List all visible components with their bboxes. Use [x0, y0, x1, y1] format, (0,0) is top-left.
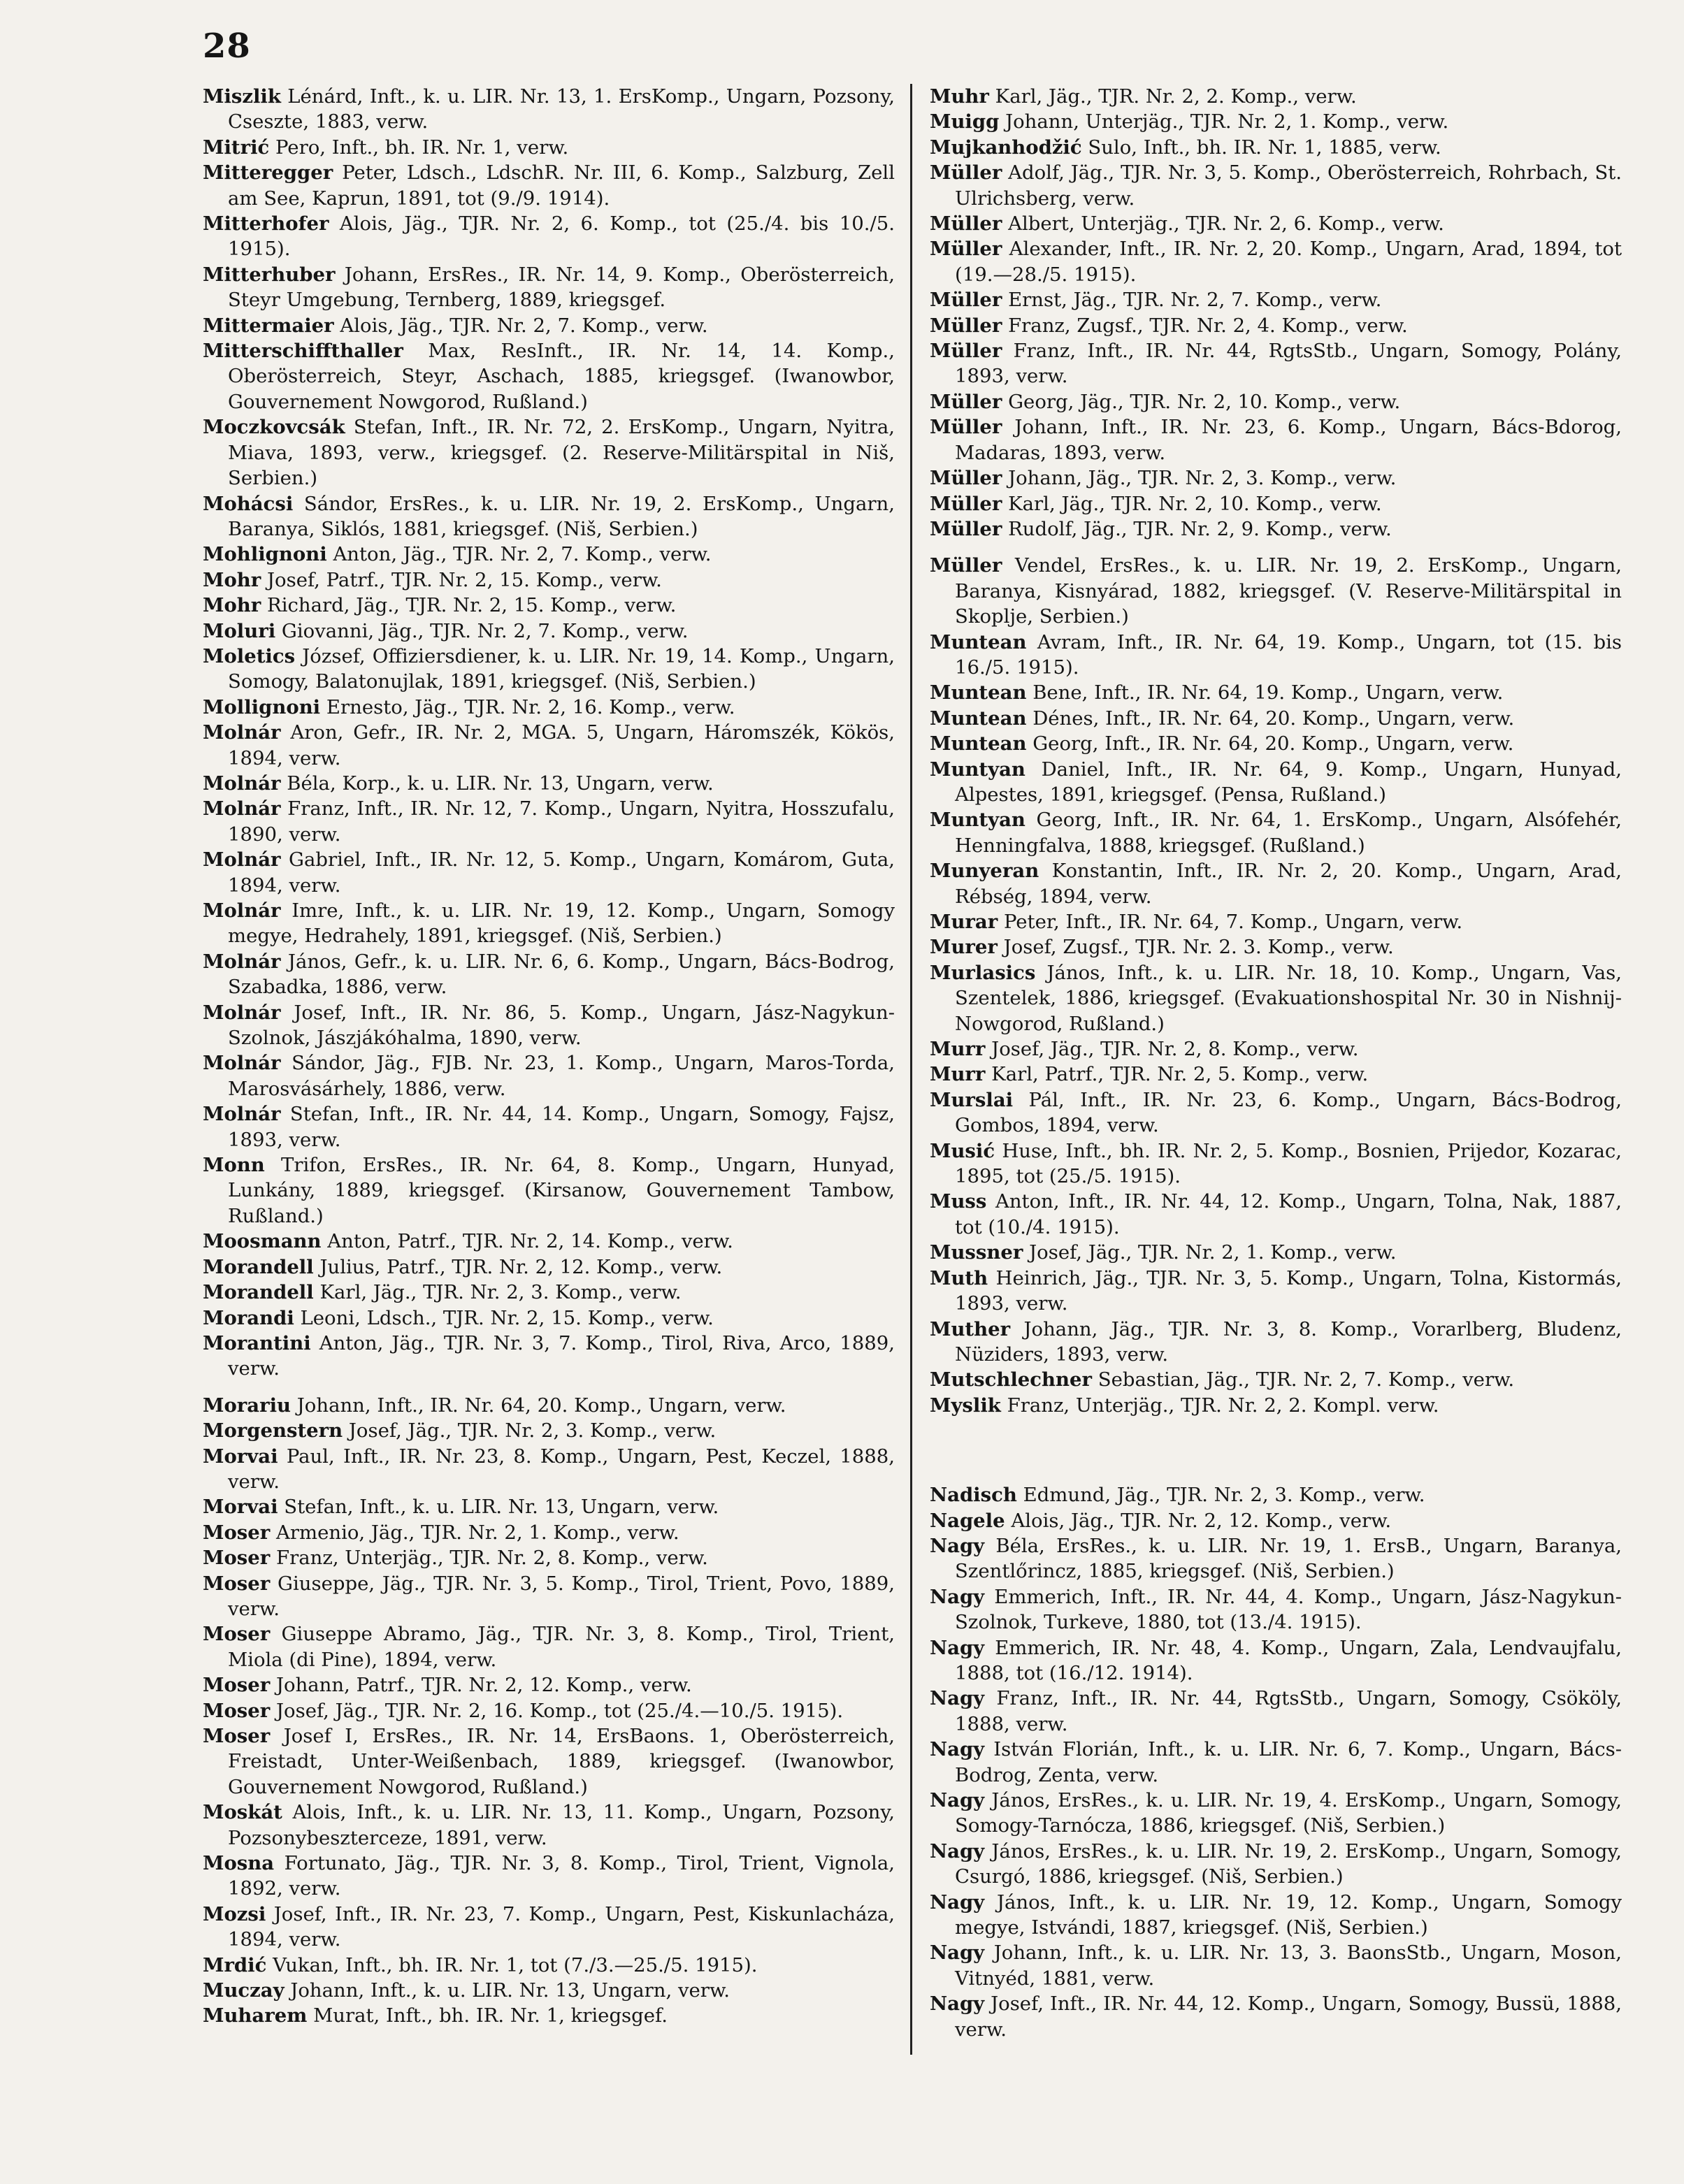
entry-surname: Müller	[930, 161, 1002, 185]
list-entry	[203, 1672, 895, 1698]
entry-surname: Nagy	[930, 1789, 985, 1811]
list-entry	[203, 1698, 895, 1723]
list-entry	[203, 135, 895, 160]
list-entry	[203, 1000, 895, 1051]
entry-surname: Nagy	[930, 1993, 985, 2016]
entry-details: Karl, Jäg., TJR. Nr. 2, 3. Komp., verw.	[319, 1281, 682, 1304]
list-entry	[930, 1635, 1622, 1686]
entry-surname: Müller	[930, 238, 1002, 261]
entry-details: Pero, Inft., bh. IR. Nr. 1, verw.	[275, 136, 569, 159]
list-entry	[203, 1101, 895, 1152]
list-entry	[203, 695, 895, 720]
list-entry	[930, 1533, 1622, 1584]
entry-details: Franz, Unterjäg., TJR. Nr. 2, 2. Kompl. verw.	[1007, 1394, 1439, 1417]
entry-surname: Müller	[930, 492, 1002, 515]
entry-surname: Molnár	[203, 721, 281, 744]
entry-details: Johann, Inft., k. u. LIR. Nr. 13, Ungarn, verw.	[290, 1979, 730, 2002]
list-entry	[203, 949, 895, 1000]
entry-details: Ernesto, Jäg., TJR. Nr. 2, 16. Komp., verw.	[326, 695, 735, 718]
entry-details: Anton, Jäg., TJR. Nr. 3, 7. Komp., Tirol, Riva, Arco, 1889, verw.	[228, 1331, 895, 1380]
entry-details: Alexander, Inft., IR. Nr. 2, 20. Komp., Ungarn, Arad, 1894, tot (19.—28./5. 1915).	[955, 238, 1622, 286]
list-entry	[203, 1494, 895, 1519]
entry-surname: Moczkovcsák	[203, 416, 345, 439]
entry-details: Anton, Patrf., TJR. Nr. 2, 14. Komp., verw.	[327, 1230, 733, 1253]
entry-surname: Molnár	[203, 950, 281, 973]
entry-details: Johann, Inft., IR. Nr. 23, 6. Komp., Ungarn, Bács-Bdorog, Madaras, 1893, verw.	[955, 416, 1622, 464]
list-entry	[203, 542, 895, 567]
entry-details: Johann, ErsRes., IR. Nr. 14, 9. Komp., Oberösterreich, Steyr Umgebung, Ternberg, 1889, kriegsgef.	[228, 263, 895, 312]
entry-surname: Muntean	[930, 707, 1027, 730]
entry-details: János, ErsRes., k. u. LIR. Nr. 19, 2. ErsKomp., Ungarn, Somogy, Csurgó, 1886, kriegsgef. (Niš, Serbien.)	[955, 1839, 1622, 1888]
entry-surname: Muczay	[203, 1979, 285, 2002]
entry-surname: Murslai	[930, 1088, 1014, 1111]
entry-surname: Moosmann	[203, 1230, 322, 1253]
entry-surname: Mohácsi	[203, 492, 294, 515]
list-entry	[203, 1331, 895, 1382]
entry-details: Anton, Jäg., TJR. Nr. 2, 7. Komp., verw.	[333, 543, 712, 566]
entry-details: Avram, Inft., IR. Nr. 64, 19. Komp., Ungarn, tot (15. bis 16./5. 1915).	[955, 630, 1622, 679]
entry-surname: Muntean	[930, 681, 1027, 704]
entry-surname: Mohlignoni	[203, 543, 327, 566]
list-entry	[930, 1686, 1622, 1737]
entry-surname: Morgenstern	[203, 1419, 343, 1442]
list-entry	[930, 160, 1622, 211]
entry-surname: Musić	[930, 1139, 995, 1162]
entry-surname: Moser	[203, 1623, 271, 1646]
entry-details: Lénárd, Inft., k. u. LIR. Nr. 13, 1. ErsKomp., Ungarn, Pozsony, Cseszte, 1883, verw.	[228, 85, 895, 133]
list-entry	[203, 1902, 895, 1953]
entry-surname: Muntean	[930, 732, 1027, 755]
entry-details: Josef, Jäg., TJR. Nr. 2, 3. Komp., verw.	[348, 1419, 717, 1442]
entry-details: Peter, Ldsch., LdschR. Nr. III, 6. Komp., Salzburg, Zell am See, Kaprun, 1891, tot (9./9. 1914).	[228, 161, 895, 210]
entry-details: Karl, Jäg., TJR. Nr. 2, 10. Komp., verw.	[1008, 492, 1382, 515]
entry-surname: Nadisch	[930, 1484, 1017, 1507]
entry-surname: Mujkanhodžić	[930, 136, 1082, 159]
entry-details: Franz, Inft., IR. Nr. 44, RgtsStb., Ungarn, Somogy, Csököly, 1888, verw.	[955, 1687, 1622, 1735]
entry-details: Georg, Inft., IR. Nr. 64, 1. ErsKomp., Ungarn, Alsófehér, Henningfalva, 1888, kriegsgef. (Rußland.)	[955, 809, 1622, 857]
list-entry	[203, 211, 895, 262]
entry-surname: Molnár	[203, 1001, 281, 1024]
entry-surname: Moser	[203, 1572, 271, 1595]
list-entry	[930, 1240, 1622, 1265]
entry-details: Johann, Unterjäg., TJR. Nr. 2, 1. Komp., verw.	[1005, 110, 1449, 133]
entry-details: Vukan, Inft., bh. IR. Nr. 1, tot (7./3.—25./5. 1915).	[273, 1953, 758, 1976]
list-entry	[930, 960, 1622, 1036]
entry-surname: Moser	[203, 1674, 271, 1697]
entry-surname: Morvai	[203, 1496, 278, 1519]
entry-surname: Mitterschiffthaller	[203, 340, 403, 363]
list-entry	[203, 619, 895, 644]
list-entry	[930, 1508, 1622, 1533]
entry-surname: Mittermaier	[203, 314, 334, 337]
list-entry	[930, 491, 1622, 516]
list-entry	[203, 1851, 895, 1902]
entry-details: Georg, Inft., IR. Nr. 64, 20. Komp., Ungarn, verw.	[1032, 732, 1514, 755]
entry-details: Josef, Patrf., TJR. Nr. 2, 15. Komp., verw.	[267, 568, 662, 591]
list-entry	[930, 516, 1622, 542]
entry-surname: Muharem	[203, 2004, 308, 2027]
entry-details: Max, ResInft., IR. Nr. 14, 14. Komp., Oberösterreich, Steyr, Aschach, 1885, kriegsgef. (Iwanowbor, Gouvernement Nowgorod, Rußland.)	[228, 340, 895, 413]
left-column	[203, 84, 895, 2029]
entry-details: Alois, Jäg., TJR. Nr. 2, 7. Komp., verw.	[340, 314, 708, 337]
entry-surname: Molnár	[203, 797, 281, 820]
entry-details: Johann, Patrf., TJR. Nr. 2, 12. Komp., verw.	[276, 1674, 692, 1697]
entry-details: Franz, Zugsf., TJR. Nr. 2, 4. Komp., verw.	[1008, 314, 1408, 337]
entry-surname: Nagy	[930, 1890, 985, 1914]
entry-details: Josef, Inft., IR. Nr. 23, 7. Komp., Ungarn, Pest, Kiskunlacháza, 1894, verw.	[228, 1902, 895, 1951]
list-entry	[203, 1254, 895, 1280]
entry-details: Emmerich, Inft., IR. Nr. 44, 4. Komp., Ungarn, Jász-Nagykun-Szolnok, Turkeve, 1880, tot (13./4. 1915).	[955, 1585, 1622, 1634]
entry-details: József, Offiziersdiener, k. u. LIR. Nr. 19, 14. Komp., Ungarn, Somogy, Balatonujlak, 1891, kriegsgef. (Niš, Serbien.)	[228, 644, 895, 693]
list-entry	[203, 1800, 895, 1851]
entry-details: Alois, Jäg., TJR. Nr. 2, 6. Komp., tot (25./4. bis 10./5. 1915).	[228, 212, 895, 261]
entry-surname: Müller	[930, 289, 1002, 312]
list-entry	[930, 338, 1622, 389]
list-entry	[930, 1266, 1622, 1317]
entry-details: Peter, Inft., IR. Nr. 64, 7. Komp., Ungarn, verw.	[1003, 911, 1463, 933]
list-entry	[203, 593, 895, 618]
entry-surname: Nagy	[930, 1585, 985, 1608]
page-number: 28	[203, 27, 251, 66]
entry-surname: Nagele	[930, 1509, 1005, 1532]
entry-details: Georg, Jäg., TJR. Nr. 2, 10. Komp., verw.	[1008, 390, 1401, 413]
list-entry	[203, 847, 895, 898]
list-entry	[930, 553, 1622, 629]
entry-details: Josef, Jäg., TJR. Nr. 2, 16. Komp., tot (25./4.—10./5. 1915).	[276, 1699, 844, 1722]
entry-details: Johann, Jäg., TJR. Nr. 2, 3. Komp., verw.	[1008, 467, 1397, 490]
entry-details: Emmerich, IR. Nr. 48, 4. Komp., Ungarn, Zala, Lendvaujfalu, 1888, tot (16./12. 1914).	[955, 1636, 1622, 1684]
entry-details: Paul, Inft., IR. Nr. 23, 8. Komp., Ungarn, Pest, Keczel, 1888, verw.	[228, 1445, 895, 1493]
entry-details: Vendel, ErsRes., k. u. LIR. Nr. 19, 2. ErsKomp., Ungarn, Baranya, Kisnyárad, 1882, kriegsgef. (V. Reserve-Militärspital in Skoplje, Serbien.)	[955, 554, 1622, 628]
entry-details: Josef, Jäg., TJR. Nr. 2, 1. Komp., verw.	[1029, 1241, 1397, 1264]
list-entry	[930, 858, 1622, 909]
entry-surname: Nagy	[930, 1738, 985, 1761]
entry-details: Julius, Patrf., TJR. Nr. 2, 12. Komp., verw.	[319, 1255, 723, 1278]
entry-details: Karl, Jäg., TJR. Nr. 2, 2. Komp., verw.	[995, 85, 1357, 108]
entry-surname: Molnár	[203, 1103, 281, 1126]
list-entry	[203, 720, 895, 771]
entry-details: Johann, Inft., k. u. LIR. Nr. 13, 3. BaonsStb., Ungarn, Moson, Vitnyéd, 1881, verw.	[955, 1941, 1622, 1990]
entry-surname: Mohr	[203, 568, 261, 591]
entry-details: Sándor, Jäg., FJB. Nr. 23, 1. Komp., Ungarn, Maros-Torda, Marosvásárhely, 1886, verw.	[228, 1052, 895, 1100]
list-entry	[930, 287, 1622, 312]
entry-details: Trifon, ErsRes., IR. Nr. 64, 8. Komp., Ungarn, Hunyad, Lunkány, 1889, kriegsgef. (Kirsanow, Gouvernement Tambow, Rußland.)	[228, 1154, 895, 1227]
entry-surname: Mrdić	[203, 1953, 267, 1976]
entry-details: Rudolf, Jäg., TJR. Nr. 2, 9. Komp., verw.	[1008, 517, 1392, 540]
entry-surname: Morandell	[203, 1255, 314, 1278]
list-entry	[203, 313, 895, 338]
list-entry	[203, 1545, 895, 1570]
entry-details: Franz, Inft., IR. Nr. 44, RgtsStb., Ungarn, Somogy, Polány, 1893, verw.	[955, 340, 1622, 388]
list-entry	[930, 236, 1622, 287]
list-entry	[203, 491, 895, 542]
entry-details: Sebastian, Jäg., TJR. Nr. 2, 7. Komp., verw.	[1098, 1368, 1515, 1391]
list-entry	[203, 644, 895, 695]
entry-surname: Nagy	[930, 1941, 985, 1965]
entry-details: Alois, Jäg., TJR. Nr. 2, 12. Komp., verw.	[1011, 1509, 1392, 1532]
list-entry	[203, 1152, 895, 1229]
entry-details: Béla, Korp., k. u. LIR. Nr. 13, Ungarn, verw.	[287, 772, 714, 795]
list-entry	[203, 771, 895, 796]
entry-surname: Muntyan	[930, 758, 1025, 781]
entry-details: Giuseppe Abramo, Jäg., TJR. Nr. 3, 8. Komp., Tirol, Trient, Miola (di Pine), 1894, verw.	[228, 1623, 895, 1671]
list-entry	[930, 109, 1622, 134]
entry-details: Anton, Inft., IR. Nr. 44, 12. Komp., Ungarn, Tolna, Nak, 1887, tot (10./4. 1915).	[955, 1190, 1622, 1238]
entry-surname: Muntean	[930, 630, 1027, 653]
entry-surname: Mollignoni	[203, 695, 321, 718]
entry-surname: Müller	[930, 517, 1002, 540]
list-entry	[203, 567, 895, 593]
list-entry	[930, 1036, 1622, 1062]
entry-details: Bene, Inft., IR. Nr. 64, 19. Komp., Ungarn, verw.	[1032, 681, 1504, 704]
list-entry	[930, 807, 1622, 858]
list-entry	[203, 1621, 895, 1672]
entry-details: Dénes, Inft., IR. Nr. 64, 20. Komp., Ungarn, verw.	[1032, 707, 1515, 730]
entry-surname: Mussner	[930, 1241, 1023, 1264]
entry-surname: Moser	[203, 1725, 271, 1747]
list-entry	[203, 1418, 895, 1443]
list-entry	[203, 1953, 895, 1978]
entry-surname: Moletics	[203, 644, 296, 667]
entry-details: János, ErsRes., k. u. LIR. Nr. 19, 4. ErsKomp., Ungarn, Somogy, Somogy-Tarnócza, 1886, kriegsgef. (Niš, Serbien.)	[955, 1789, 1622, 1837]
list-entry	[203, 262, 895, 313]
list-entry	[203, 1723, 895, 1800]
entry-details: Edmund, Jäg., TJR. Nr. 2, 3. Komp., verw.	[1023, 1484, 1425, 1507]
entry-surname: Nagy	[930, 1687, 985, 1710]
entry-surname: Müller	[930, 340, 1002, 363]
list-entry	[930, 1087, 1622, 1138]
entry-surname: Morvai	[203, 1445, 278, 1468]
entry-surname: Morandell	[203, 1281, 314, 1304]
list-entry	[930, 135, 1622, 160]
entry-details: Béla, ErsRes., k. u. LIR. Nr. 19, 1. ErsB., Ungarn, Baranya, Szentlőrincz, 1885, kriegsgef. (Niš, Serbien.)	[955, 1534, 1622, 1583]
entry-details: Aron, Gefr., IR. Nr. 2, MGA. 5, Ungarn, Háromszék, Kökös, 1894, verw.	[228, 721, 895, 769]
entry-surname: Muther	[930, 1317, 1011, 1340]
entry-details: Karl, Patrf., TJR. Nr. 2, 5. Komp., verw.	[991, 1063, 1369, 1086]
entry-surname: Morandi	[203, 1306, 294, 1329]
entry-surname: Müller	[930, 390, 1002, 413]
list-entry	[203, 1229, 895, 1254]
list-entry	[930, 630, 1622, 681]
entry-details: Murat, Inft., bh. IR. Nr. 1, kriegsgef.	[313, 2004, 668, 2027]
entry-details: Sulo, Inft., bh. IR. Nr. 1, 1885, verw.	[1088, 136, 1441, 159]
entry-surname: Murr	[930, 1038, 986, 1061]
entry-surname: Mohr	[203, 594, 261, 617]
entry-details: Albert, Unterjäg., TJR. Nr. 2, 6. Komp., verw.	[1008, 212, 1444, 236]
entry-details: Imre, Inft., k. u. LIR. Nr. 19, 12. Komp., Ungarn, Somogy megye, Hedrahely, 1891, kriegsgef. (Niš, Serbien.)	[228, 899, 895, 948]
entry-details: Fortunato, Jäg., TJR. Nr. 3, 8. Komp., Tirol, Trient, Vignola, 1892, verw.	[228, 1852, 895, 1900]
entry-details: Stefan, Inft., IR. Nr. 72, 2. ErsKomp., Ungarn, Nyitra, Miava, 1893, verw., kriegsgef. (2. Reserve-Militärspital in Niš, Serbien.)	[228, 416, 895, 490]
list-entry	[930, 465, 1622, 491]
list-entry	[203, 1444, 895, 1495]
list-entry	[930, 1991, 1622, 2042]
entry-surname: Müller	[930, 212, 1002, 236]
entry-surname: Murr	[930, 1063, 986, 1086]
list-entry	[203, 1520, 895, 1545]
list-entry	[930, 1317, 1622, 1368]
entry-details: Armenio, Jäg., TJR. Nr. 2, 1. Komp., verw.	[276, 1521, 679, 1544]
entry-details: János, Gefr., k. u. LIR. Nr. 6, 6. Komp., Ungarn, Bács-Bodrog, Szabadka, 1886, verw.	[228, 950, 895, 999]
entry-details: Sándor, ErsRes., k. u. LIR. Nr. 19, 2. ErsKomp., Ungarn, Baranya, Siklós, 1881, kriegsgef. (Niš, Serbien.)	[228, 492, 895, 540]
entry-details: Franz, Inft., IR. Nr. 12, 7. Komp., Ungarn, Nyitra, Hosszufalu, 1890, verw.	[228, 797, 895, 846]
entry-surname: Moser	[203, 1521, 271, 1544]
entry-details: Adolf, Jäg., TJR. Nr. 3, 5. Komp., Oberösterreich, Rohrbach, St. Ulrichsberg, verw.	[955, 161, 1622, 210]
list-entry	[203, 1393, 895, 1418]
entry-surname: Müller	[930, 314, 1002, 337]
entry-surname: Muigg	[930, 110, 1000, 133]
entry-surname: Murar	[930, 911, 998, 933]
entry-surname: Nagy	[930, 1636, 985, 1659]
list-entry	[930, 934, 1622, 960]
entry-details: Stefan, Inft., IR. Nr. 44, 14. Komp., Ungarn, Somogy, Fajsz, 1893, verw.	[228, 1103, 895, 1151]
entry-details: Daniel, Inft., IR. Nr. 64, 9. Komp., Ungarn, Hunyad, Alpestes, 1891, kriegsgef. (Pensa, Rußland.)	[955, 758, 1622, 806]
entry-surname: Moskát	[203, 1801, 282, 1824]
list-entry	[203, 1978, 895, 2003]
list-entry	[930, 1839, 1622, 1890]
list-entry	[203, 338, 895, 414]
list-entry	[203, 1306, 895, 1331]
list-entry	[930, 1062, 1622, 1087]
entry-surname: Nagy	[930, 1534, 985, 1557]
entry-details: Stefan, Inft., k. u. LIR. Nr. 13, Ungarn, verw.	[284, 1496, 719, 1519]
list-entry	[930, 1584, 1622, 1635]
entry-details: Johann, Jäg., TJR. Nr. 3, 8. Komp., Vorarlberg, Bludenz, Nüziders, 1893, verw.	[955, 1317, 1622, 1366]
list-entry	[930, 1393, 1622, 1418]
entry-details: Gabriel, Inft., IR. Nr. 12, 5. Komp., Ungarn, Komárom, Guta, 1894, verw.	[228, 848, 895, 897]
entry-details: Giuseppe, Jäg., TJR. Nr. 3, 5. Komp., Tirol, Trient, Povo, 1889, verw.	[228, 1572, 895, 1620]
list-entry	[203, 414, 895, 491]
entry-surname: Muhr	[930, 85, 989, 108]
entry-details: Huse, Inft., bh. IR. Nr. 2, 5. Komp., Bosnien, Prijedor, Kozarac, 1895, tot (25./5. 1915).	[955, 1139, 1622, 1188]
list-entry	[930, 680, 1622, 705]
entry-surname: Molnár	[203, 848, 281, 872]
entry-details: Franz, Unterjäg., TJR. Nr. 2, 8. Komp., verw.	[276, 1547, 708, 1570]
entry-details: Heinrich, Jäg., TJR. Nr. 3, 5. Komp., Ungarn, Tolna, Kistormás, 1893, verw.	[955, 1266, 1622, 1315]
entry-surname: Monn	[203, 1154, 265, 1177]
entry-surname: Murlasics	[930, 961, 1036, 984]
list-entry	[930, 84, 1622, 109]
entry-details: Josef, Inft., IR. Nr. 86, 5. Komp., Ungarn, Jász-Nagykun-Szolnok, Jászjákóhalma, 1890, verw.	[228, 1001, 895, 1050]
column-divider	[910, 84, 912, 2055]
list-entry	[930, 313, 1622, 338]
entry-surname: Nagy	[930, 1839, 985, 1863]
entry-surname: Morariu	[203, 1394, 292, 1417]
list-entry	[203, 160, 895, 211]
entry-surname: Mitrić	[203, 136, 270, 159]
list-entry	[930, 706, 1622, 731]
list-entry	[930, 1788, 1622, 1839]
entry-surname: Myslik	[930, 1394, 1001, 1417]
entry-surname: Müller	[930, 467, 1002, 490]
list-entry	[930, 1138, 1622, 1189]
entry-details: Josef, Jäg., TJR. Nr. 2, 8. Komp., verw.	[991, 1038, 1359, 1061]
entry-surname: Munyeran	[930, 860, 1039, 883]
entry-details: Johann, Inft., IR. Nr. 64, 20. Komp., Ungarn, verw.	[296, 1394, 786, 1417]
list-entry	[930, 211, 1622, 236]
entry-surname: Moluri	[203, 619, 276, 642]
list-entry	[203, 1571, 895, 1622]
entry-surname: Morantini	[203, 1331, 311, 1354]
entry-surname: Moser	[203, 1699, 271, 1722]
entry-surname: Molnár	[203, 1052, 281, 1075]
entry-details: János, Inft., k. u. LIR. Nr. 18, 10. Komp., Ungarn, Vas, Szentelek, 1886, kriegsgef. (Evakuationshospital Nr. 30 in Nishnij-Nowgorod, Rußland.)	[955, 961, 1622, 1035]
entry-details: Josef, Zugsf., TJR. Nr. 2. 3. Komp., verw.	[1003, 936, 1394, 959]
entry-surname: Molnár	[203, 772, 281, 795]
entry-surname: Muntyan	[930, 809, 1025, 832]
entry-details: Richard, Jäg., TJR. Nr. 2, 15. Komp., verw.	[267, 594, 677, 617]
list-entry	[203, 2003, 895, 2028]
list-entry	[930, 909, 1622, 934]
entry-details: Pál, Inft., IR. Nr. 23, 6. Komp., Ungarn, Bács-Bodrog, Gombos, 1894, verw.	[955, 1088, 1622, 1137]
entry-surname: Mitterhofer	[203, 212, 329, 236]
list-entry	[203, 1050, 895, 1101]
entry-surname: Mitterhuber	[203, 263, 336, 286]
list-entry	[203, 796, 895, 847]
entry-details: Ernst, Jäg., TJR. Nr. 2, 7. Komp., verw.	[1008, 289, 1382, 312]
entry-surname: Murer	[930, 936, 998, 959]
entry-details: Josef, Inft., IR. Nr. 44, 12. Komp., Ungarn, Somogy, Bussü, 1888, verw.	[955, 1993, 1622, 2041]
list-entry	[930, 757, 1622, 808]
entry-details: János, Inft., k. u. LIR. Nr. 19, 12. Komp., Ungarn, Somogy megye, Istvándi, 1887, kriegsgef. (Niš, Serbien.)	[955, 1890, 1622, 1939]
entry-surname: Molnár	[203, 899, 281, 922]
entry-surname: Moser	[203, 1547, 271, 1570]
entry-details: Konstantin, Inft., IR. Nr. 2, 20. Komp., Ungarn, Arad, Rébség, 1894, verw.	[955, 860, 1622, 908]
entry-details: Alois, Inft., k. u. LIR. Nr. 13, 11. Komp., Ungarn, Pozsony, Pozsonybeszterceze, 1891, verw.	[228, 1801, 895, 1849]
entry-surname: Mitteregger	[203, 161, 333, 185]
entry-details: István Florián, Inft., k. u. LIR. Nr. 6, 7. Komp., Ungarn, Bács-Bodrog, Zenta, verw.	[955, 1738, 1622, 1786]
entry-surname: Mutschlechner	[930, 1368, 1093, 1391]
entry-surname: Miszlik	[203, 85, 281, 108]
entry-surname: Muth	[930, 1266, 988, 1289]
list-entry	[203, 898, 895, 949]
entry-surname: Müller	[930, 554, 1002, 577]
entry-surname: Müller	[930, 416, 1002, 439]
right-column	[930, 84, 1622, 2042]
list-entry	[930, 389, 1622, 414]
list-entry	[930, 1940, 1622, 1991]
list-entry	[930, 1890, 1622, 1941]
list-entry	[930, 1482, 1622, 1507]
list-entry	[930, 1367, 1622, 1392]
entry-details: Leoni, Ldsch., TJR. Nr. 2, 15. Komp., verw.	[300, 1306, 714, 1329]
entry-surname: Muss	[930, 1190, 987, 1213]
list-entry	[930, 1189, 1622, 1240]
list-entry	[930, 414, 1622, 465]
list-entry	[930, 731, 1622, 756]
entry-details: Giovanni, Jäg., TJR. Nr. 2, 7. Komp., verw.	[281, 619, 689, 642]
list-entry	[930, 1737, 1622, 1788]
entry-details: Josef I, ErsRes., IR. Nr. 14, ErsBaons. 1, Oberösterreich, Freistadt, Unter-Weißenbach, 1889, kriegsgef. (Iwanowbor, Gouvernement Nowgorod, Rußland.)	[228, 1725, 895, 1798]
list-entry	[203, 1280, 895, 1305]
entry-surname: Mosna	[203, 1852, 275, 1875]
entry-surname: Mozsi	[203, 1902, 266, 1925]
list-entry	[203, 84, 895, 135]
